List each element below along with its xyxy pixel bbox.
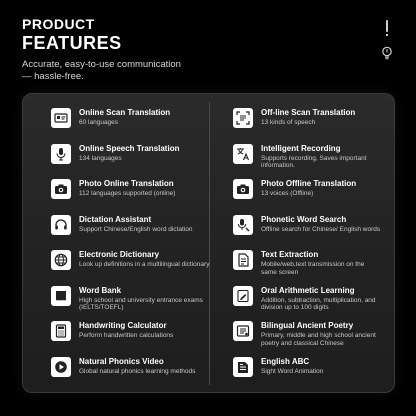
feature-text <box>261 215 380 234</box>
feature-name-word-bank: Word Bank <box>79 285 122 295</box>
feature-item <box>233 104 381 140</box>
features-grid <box>51 104 381 388</box>
feature-desc: Addition, subtraction, multiplication, and division up to 100 digits <box>261 296 376 312</box>
feature-name-dictation-assistant: Dictation Assistant <box>79 214 152 224</box>
feature-name-handwriting-calculator: Handwriting Calculator <box>79 321 167 330</box>
feature-item <box>51 175 233 211</box>
camera-icon <box>51 179 71 199</box>
feature-desc: 112 languages supported (online) <box>79 190 176 197</box>
feature-desc: 60 languages <box>79 119 119 126</box>
feature-text <box>261 250 381 276</box>
feature-desc: Primary, middle and high school ancient poetry and classical Chinese <box>261 332 376 347</box>
feature-item <box>233 353 381 389</box>
feature-name-oral-arithmetic-learning: Oral Arithmetic Learning <box>261 285 355 295</box>
feature-desc: Look up definitions in a multilingual dictionary <box>79 261 210 268</box>
feature-desc: Perform handwritten calculations <box>79 332 174 339</box>
feature-text <box>79 144 179 163</box>
scan-card-icon <box>51 108 71 128</box>
feature-item <box>233 282 381 318</box>
feature-desc: Sight Word Animation <box>261 367 324 375</box>
feature-name-photo-online-translation: Photo Online Translation <box>79 179 174 188</box>
feature-name-online-scan-translation: Online Scan Translation <box>79 108 171 117</box>
globe-icon <box>51 250 71 270</box>
feature-text <box>79 179 175 198</box>
feature-text <box>79 250 209 269</box>
feature-name-bilingual-ancient-poetry: Bilingual Ancient Poetry <box>261 321 354 330</box>
feature-item <box>51 104 233 140</box>
side-icons <box>380 20 394 60</box>
headset-icon <box>51 215 71 235</box>
feature-item <box>51 282 233 318</box>
microphone-icon <box>51 144 71 164</box>
feature-name-natural-phonics-video: Natural Phonics Video <box>79 356 164 366</box>
feature-desc: Offline search for Chinese/ English words <box>261 225 381 233</box>
feature-text <box>79 357 195 376</box>
book-icon <box>51 286 71 306</box>
light-bulb-icon <box>381 46 393 60</box>
feature-item <box>51 246 233 282</box>
feature-text <box>79 108 170 127</box>
feature-desc: High school and university entrance exams (IELTS/TOEFL) <box>79 296 203 312</box>
feature-desc: 13 kinds of speech <box>261 119 316 126</box>
hero-title: FEATURES <box>22 33 122 53</box>
feature-name-off-line-scan-translation: Off-line Scan Translation <box>261 108 356 117</box>
feature-text <box>79 215 192 234</box>
abc-icon <box>233 357 253 377</box>
feature-name-english-abc: English ABC <box>261 356 310 366</box>
feature-item <box>51 211 233 247</box>
feature-desc: Support Chinese/English word dictation <box>79 225 193 233</box>
feature-name-intelligent-recording: Intelligent Recording <box>261 143 341 153</box>
hero-subtitle: Accurate, easy-to-use communication — hassle-free. <box>22 59 181 82</box>
feature-desc: Global natural phonics learning methods <box>79 367 196 375</box>
exclamation-icon <box>386 20 388 36</box>
feature-text <box>79 321 173 340</box>
feature-text <box>261 321 381 347</box>
feature-text <box>261 357 323 376</box>
feature-item <box>233 317 381 353</box>
feature-text <box>261 144 381 170</box>
feature-item <box>233 175 381 211</box>
feature-name-photo-offline-translation: Photo Offline Translation <box>261 179 357 188</box>
feature-name-electronic-dictionary: Electronic Dictionary <box>79 250 160 259</box>
scroll-icon <box>233 321 253 341</box>
feature-item <box>51 317 233 353</box>
feature-desc: Mobile/web,text transmission on the same screen <box>261 261 365 276</box>
feature-text <box>261 108 355 127</box>
feature-item <box>233 140 381 176</box>
feature-name-online-speech-translation: Online Speech Translation <box>79 143 180 153</box>
feature-text <box>261 286 381 312</box>
feature-text <box>261 179 356 198</box>
hero <box>22 16 192 83</box>
feature-item <box>51 140 233 176</box>
calculator-icon <box>51 321 71 341</box>
video-icon <box>51 357 71 377</box>
document-icon <box>233 250 253 270</box>
feature-name-text-extraction: Text Extraction <box>261 250 319 259</box>
feature-desc: Supports recording, Saves important information. <box>261 154 367 170</box>
camera-offline-icon <box>233 179 253 199</box>
feature-desc: 13 voices (Offline) <box>261 190 314 197</box>
pencil-icon <box>233 286 253 306</box>
feature-desc: 134 languages <box>79 154 122 162</box>
feature-text <box>79 286 233 312</box>
hero-kicker: PRODUCT <box>22 16 95 32</box>
feature-item <box>233 211 381 247</box>
feature-item <box>233 246 381 282</box>
features-panel <box>22 93 395 393</box>
feature-item <box>51 353 233 389</box>
translate-icon <box>233 144 253 164</box>
phonetic-mic-icon <box>233 215 253 235</box>
feature-name-phonetic-word-search: Phonetic Word Search <box>261 214 347 224</box>
scan-frame-icon <box>233 108 253 128</box>
